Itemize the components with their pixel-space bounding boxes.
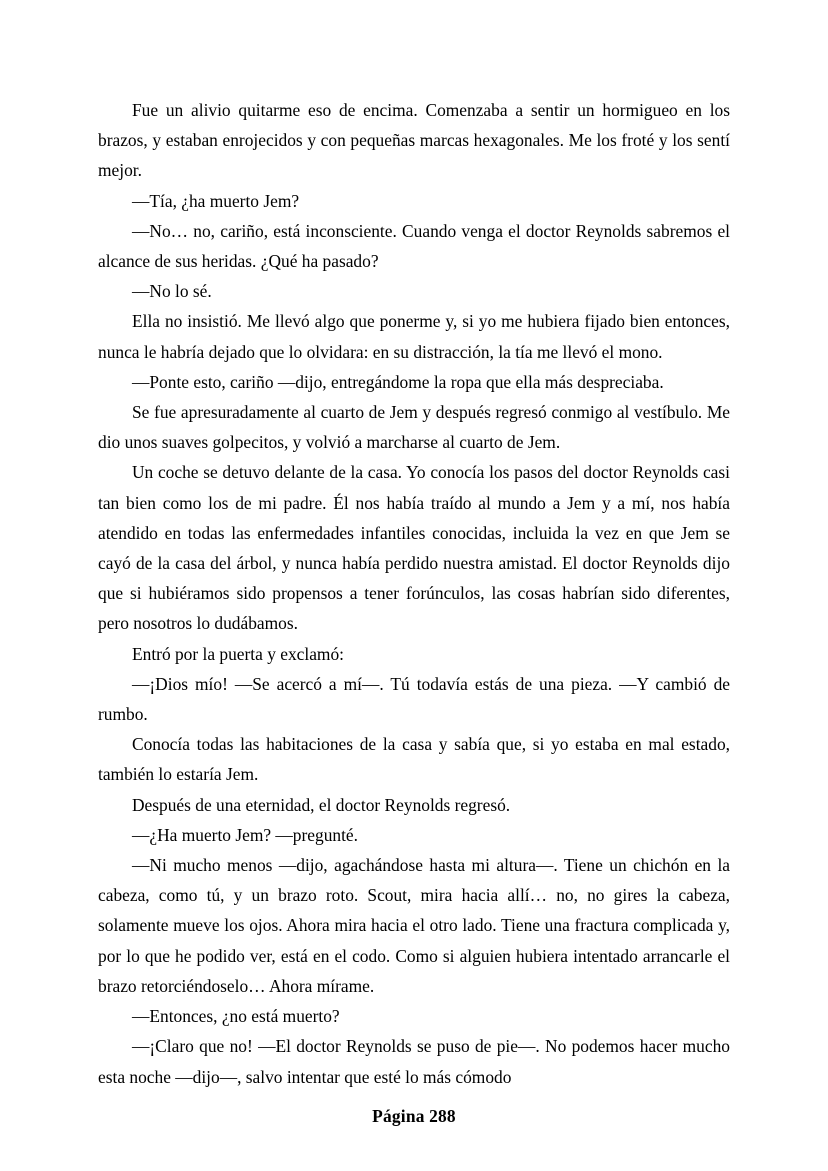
paragraph: —¿Ha muerto Jem? —pregunté. [132, 824, 359, 845]
paragraph: Conocía todas las habitaciones de la casa y sabía que, si yo estaba en mal estado, también lo estaría Jem. [98, 734, 730, 785]
paragraph: —Tía, ¿ha muerto Jem? [132, 190, 300, 211]
paragraph: Después de una eternidad, el doctor Reynolds regresó. [132, 794, 511, 815]
paragraph: —Entonces, ¿no está muerto? [132, 1006, 340, 1027]
page-body [98, 95, 730, 1092]
paragraph: Ella no insistió. Me llevó algo que ponerme y, si yo me hubiera fijado bien entonces, nunca le habría dejado que lo olvidara: en su distracción, la tía me llevó el mono. [98, 311, 730, 362]
paragraph: —Ni mucho menos —dijo, agachándose hasta mi altura—. Tiene un chichón en la cabeza, como tú, y un brazo roto. Scout, mira hacia allí… no, no gires la cabeza, solamente mueve los ojos. Ahora mira hacia el otro lado. Tiene una fractura complicada y, por lo que he podido ver, está en el codo. Como si alguien hubiera intentado arrancarle el brazo retorciéndoselo… Ahora mírame. [98, 855, 730, 996]
paragraph: —¡Dios mío! —Se acercó a mí—. Tú todavía estás de una pieza. —Y cambió de rumbo. [98, 673, 730, 725]
paragraph: Fue un alivio quitarme eso de encima. Comenzaba a sentir un hormigueo en los brazos, y estaban enrojecidos y con pequeñas marcas hexagonales. Me los froté y los sentí mejor. [98, 100, 730, 181]
paragraph: Entró por la puerta y exclamó: [132, 643, 344, 664]
paragraph: —Ponte esto, cariño —dijo, entregándome la ropa que ella más despreciaba. [132, 371, 664, 392]
paragraph: Un coche se detuvo delante de la casa. Yo conocía los pasos del doctor Reynolds casi tan bien como los de mi padre. Él nos había traído al mundo a Jem y a mí, nos había atendido en todas las enfermedades infantiles conocidas, incluida la vez en que Jem se cayó de la casa del árbol, y nunca había perdido nuestra amistad. El doctor Reynolds dijo que si hubiéramos sido propensos a tener forúnculos, las cosas habrían sido diferentes, pero nosotros lo dudábamos. [98, 462, 730, 634]
paragraph: Se fue apresuradamente al cuarto de Jem y después regresó conmigo al vestíbulo. Me dio unos suaves golpecitos, y volvió a marcharse al cuarto de Jem. [98, 402, 730, 453]
paragraph: —No lo sé. [132, 281, 212, 302]
paragraph: —No… no, cariño, está inconsciente. Cuando venga el doctor Reynolds sabremos el alcance de sus heridas. ¿Qué ha pasado? [98, 220, 730, 272]
paragraph: —¡Claro que no! —El doctor Reynolds se puso de pie—. No podemos hacer mucho esta noche —dijo—, salvo intentar que esté lo más cómodo [98, 1036, 730, 1087]
page-number-footer: Página 288 [372, 1106, 456, 1126]
